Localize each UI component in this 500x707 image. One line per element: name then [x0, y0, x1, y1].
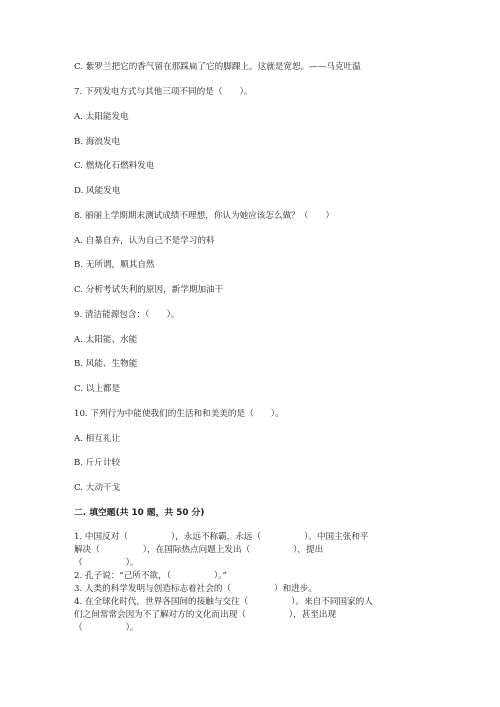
q9-option-c: C. 以上都是 — [74, 384, 121, 394]
fill-q3: 3. 人类的科学发明与创造标志着社会的（ ）和进步。 — [74, 584, 317, 594]
fill-q4-line1: 4. 在全球化时代，世界各国间的接触与交往（ ）。来自不同国家的人 — [74, 597, 373, 607]
q10-option-c: C. 大动干戈 — [74, 483, 121, 493]
q8-option-c: C. 分析考试失利的原因，新学期加油干 — [74, 285, 224, 295]
q7-option-d: D. 风能发电 — [74, 186, 121, 196]
fill-q1-line1: 1. 中国反对（ ），永远不称霸，永远（ ）。中国主张和平 — [74, 532, 369, 542]
q9-stem: 9. 清洁能源包含：（ ）。 — [74, 310, 180, 320]
fill-q4-line2: 们之间常常会因为不了解对方的文化而出现（ ），甚至出现 — [74, 610, 337, 620]
section-heading-fill-blank: 二. 填空题(共 10 题，共 50 分) — [74, 508, 205, 518]
fill-q2: 2. 孔子说：“己所不欲，（ ）。” — [74, 571, 227, 581]
q7-option-b: B. 海浪发电 — [74, 137, 121, 147]
fill-q1-line3: （ ）。 — [74, 558, 139, 568]
q7-stem: 7. 下列发电方式与其他三项不同的是（ ）。 — [74, 87, 253, 97]
q7-option-c: C. 燃烧化石燃料发电 — [74, 161, 155, 171]
fill-q1-line2: 解决（ ），在国际热点问题上发出（ ），提出 — [74, 545, 324, 555]
q9-option-b: B. 风能、生物能 — [74, 359, 138, 369]
q10-stem: 10. 下列行为中能使我们的生活和和美美的是（ ）。 — [74, 409, 284, 419]
q8-option-b: B. 无所谓，顺其自然 — [74, 260, 155, 270]
q9-option-a: A. 太阳能、水能 — [74, 335, 138, 345]
q10-option-a: A. 相互礼让 — [74, 434, 121, 444]
q6-option-c: C. 紫罗兰把它的香气留在那踩扁了它的脚踝上。这就是宽恕。——马克吐温 — [74, 62, 361, 72]
fill-q4-line3: （ ）。 — [74, 623, 139, 633]
q8-stem: 8. 丽丽上学期期末测试成绩不理想，你认为她应该怎么做？（ ） — [74, 211, 335, 221]
q10-option-b: B. 斤斤计较 — [74, 458, 121, 468]
q8-option-a: A. 自暴自弃，认为自己不是学习的料 — [74, 236, 215, 246]
q7-option-a: A. 太阳能发电 — [74, 112, 129, 122]
